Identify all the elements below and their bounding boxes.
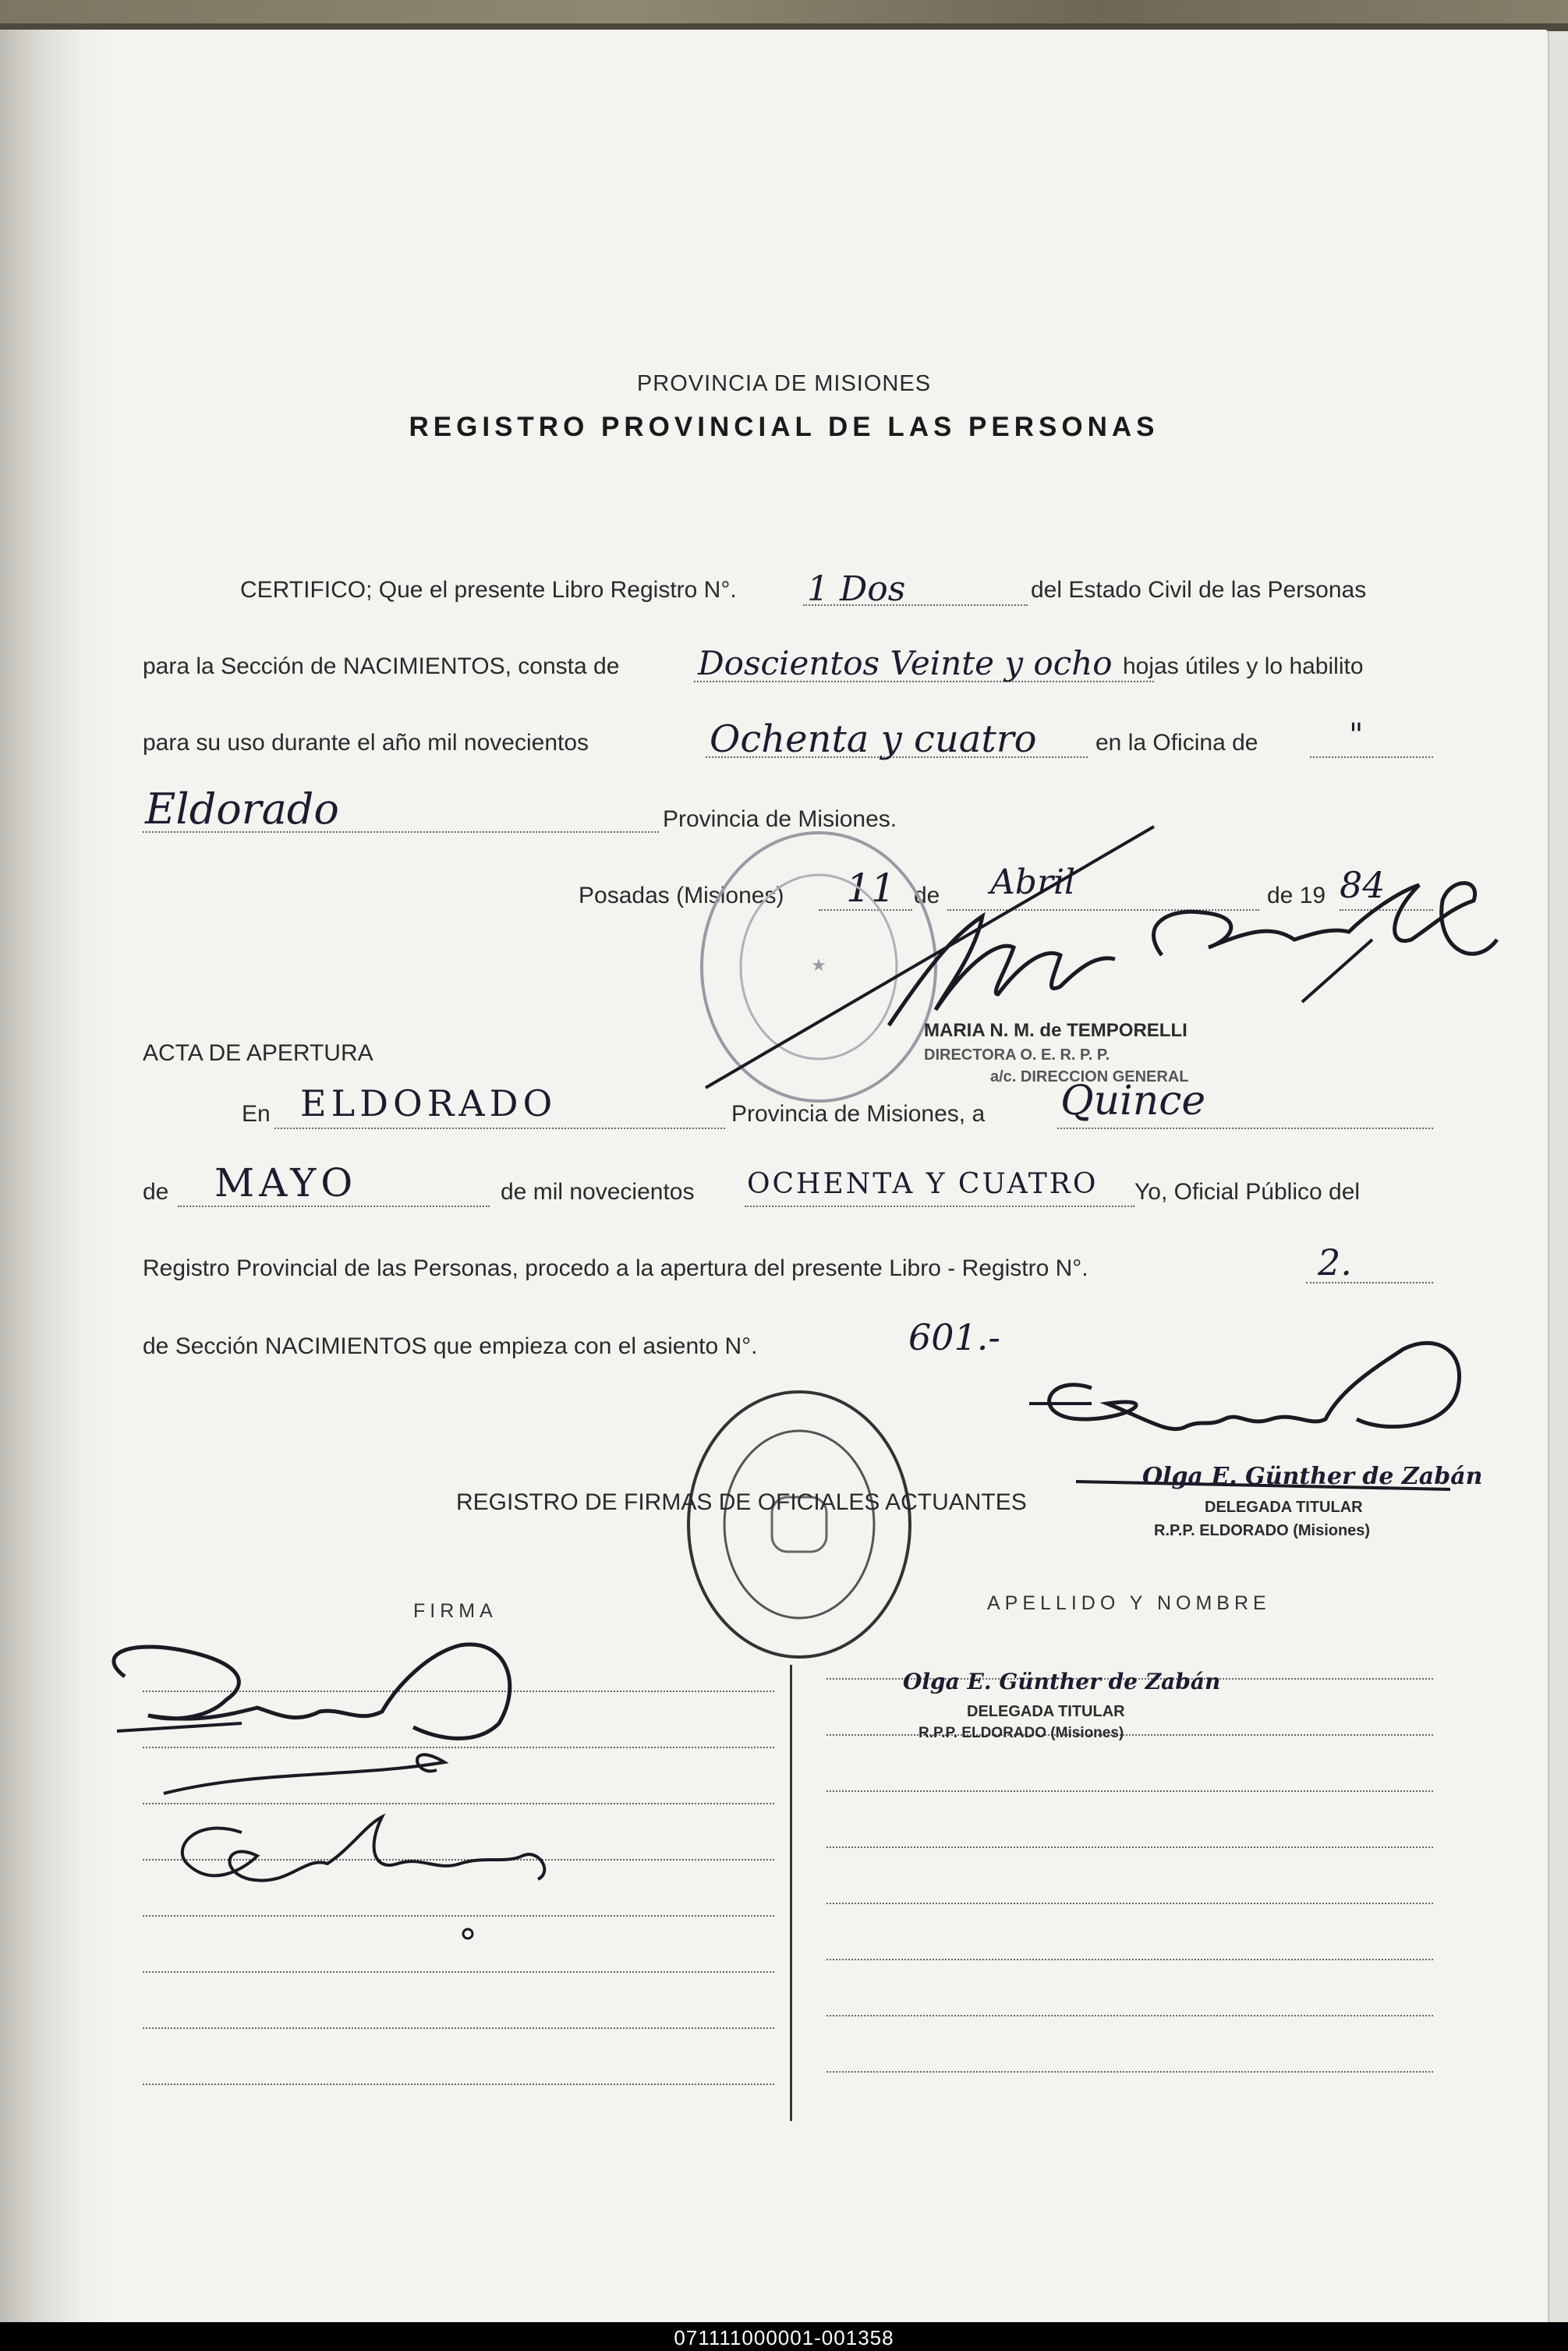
handwritten-acta-dia: Quince <box>1060 1078 1206 1124</box>
nombre-line <box>826 2071 1433 2073</box>
fill-line <box>1310 756 1433 758</box>
acta-line4: de Sección NACIMIENTOS que empieza con el asiento N°. <box>143 1333 758 1359</box>
director-stamp-title: DIRECTORA O. E. R. P. P. <box>924 1046 1110 1064</box>
delegate-stamp-office: R.P.P. ELDORADO (Misiones) <box>1154 1522 1371 1539</box>
entry-title: DELEGADA TITULAR <box>967 1703 1125 1720</box>
official-seal-delegacion <box>678 1380 920 1669</box>
document-id: 071111000001-001358 <box>674 2326 894 2349</box>
acta-mil: de mil novecientos <box>501 1179 695 1205</box>
acta-heading: ACTA DE APERTURA <box>143 1040 373 1066</box>
posadas-label: Posadas (Misiones) <box>579 883 784 908</box>
firma-line <box>143 1971 774 1973</box>
cert-line2-end: hojas útiles y lo habilito <box>1123 653 1364 679</box>
fill-line <box>745 1206 1134 1207</box>
posadas-de: de <box>914 883 940 908</box>
cert-line2-text: para la Sección de NACIMIENTOS, consta de <box>143 653 620 679</box>
handwritten-acta-mes: MAYO <box>214 1160 358 1206</box>
handwritten-oficina-mark: " <box>1349 717 1364 753</box>
cert-line3-text: para su uso durante el año mil novecientos <box>143 730 589 756</box>
entry-name: Olga E. Günther de Zabán <box>903 1669 1221 1694</box>
entry-office: R.P.P. ELDORADO (Misiones) <box>919 1725 1124 1741</box>
nombre-line <box>826 1790 1433 1792</box>
nombre-line <box>826 1734 1433 1736</box>
firma-line <box>143 2027 774 2029</box>
handwritten-anio: Ochenta y cuatro <box>710 717 1037 761</box>
nombre-line <box>826 2015 1433 2016</box>
book-binding-edge <box>0 0 1568 31</box>
fill-line <box>178 1206 490 1207</box>
cert-line3-mid: en la Oficina de <box>1095 730 1258 756</box>
acta-en: En <box>242 1101 271 1127</box>
svg-text:★: ★ <box>811 955 826 975</box>
registry-title: REGISTRO PROVINCIAL DE LAS PERSONAS <box>409 412 1159 442</box>
director-stamp-office: a/c. DIRECCION GENERAL <box>990 1068 1189 1085</box>
nombre-line <box>826 1846 1433 1848</box>
column-divider <box>790 1665 792 2121</box>
registro-firmas-heading: REGISTRO DE FIRMAS DE OFICIALES ACTUANTES <box>456 1489 1027 1515</box>
handwritten-dia: 11 <box>846 866 896 911</box>
nombre-line <box>826 1959 1433 1960</box>
handwritten-acta-anio: OCHENTA Y CUATRO <box>747 1168 1099 1200</box>
acta-provincia: Provincia de Misiones, a <box>731 1101 986 1127</box>
province-title: PROVINCIA DE MISIONES <box>636 371 932 396</box>
col-nombre-label: APELLIDO Y NOMBRE <box>987 1592 1271 1614</box>
handwritten-acta-libro: 2. <box>1318 1241 1352 1283</box>
col-firma-label: FIRMA <box>413 1600 497 1622</box>
acta-yo: Yo, Oficial Público del <box>1134 1179 1361 1205</box>
director-stamp-name: MARIA N. M. de TEMPORELLI <box>924 1020 1188 1041</box>
handwritten-libro-numero: 1 Dos <box>807 569 906 609</box>
delegate-stamp-title: DELEGADA TITULAR <box>1205 1499 1363 1516</box>
handwritten-anio-corto: 84 <box>1340 864 1386 906</box>
handwritten-lugar: ELDORADO <box>300 1082 557 1124</box>
firma-line <box>143 2084 774 2085</box>
acta-de: de <box>143 1179 169 1205</box>
handwritten-hojas: Doscientos Veinte y ocho <box>698 644 1113 682</box>
cert-line1-end: del Estado Civil de las Personas <box>1031 577 1367 603</box>
delegate-stamp-name: Olga E. Günther de Zabán <box>1142 1463 1483 1490</box>
nombre-line <box>826 1903 1433 1904</box>
handwritten-mes: Abril <box>990 862 1076 902</box>
posadas-de-anio: de 19 <box>1267 883 1326 908</box>
acta-line3: Registro Provincial de las Personas, procedo a la apertura del presente Libro - Registro N°. <box>143 1255 1088 1281</box>
handwritten-oficina: Eldorado <box>145 784 339 834</box>
firma-signature-entries <box>101 1622 678 1965</box>
fill-line <box>274 1128 725 1129</box>
cert-line4-end: Provincia de Misiones. <box>663 806 897 832</box>
fill-line <box>1057 1128 1433 1129</box>
cert-line1-text: CERTIFICO; Que el presente Libro Registro N°. <box>240 577 737 603</box>
handwritten-asiento: 601.- <box>908 1316 1000 1358</box>
